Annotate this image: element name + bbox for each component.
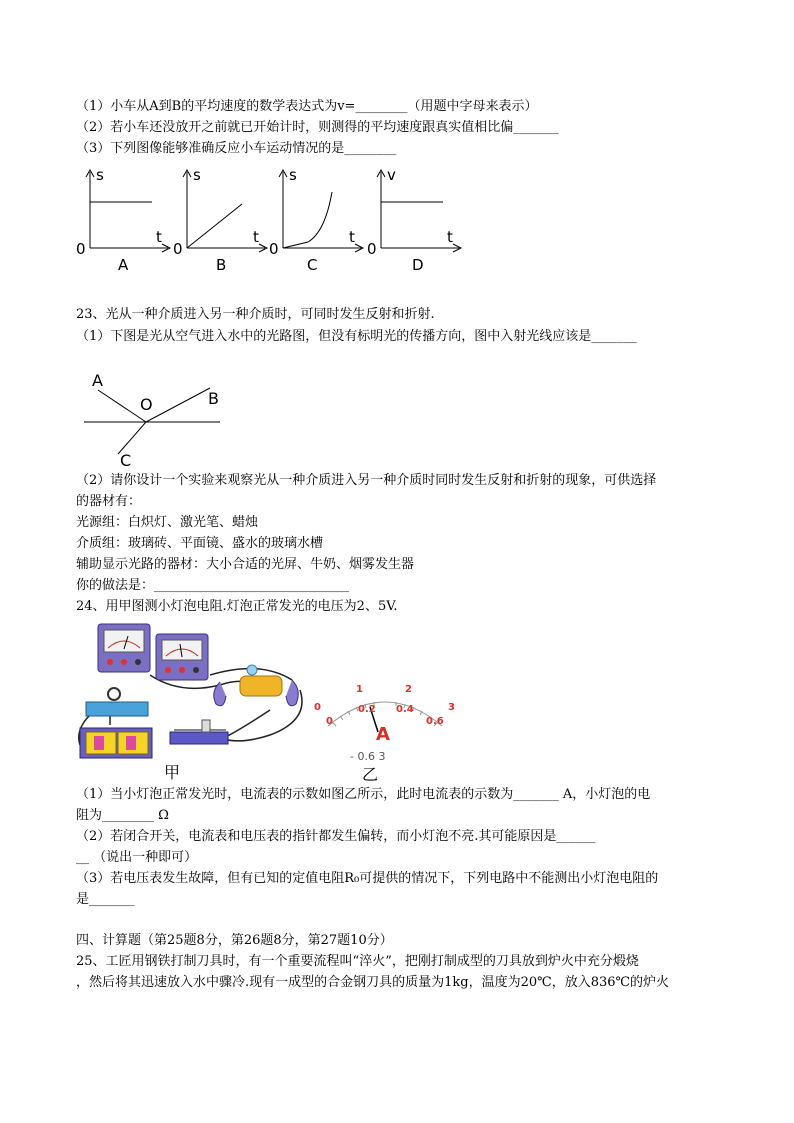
light-path-diagram (80, 360, 240, 470)
graph-c-caption: C (307, 256, 318, 274)
graph-c-ylabel: s (289, 166, 297, 184)
graph-b-caption: B (216, 256, 227, 274)
motion-graphs (70, 162, 470, 280)
rheostat (170, 720, 228, 744)
ray-label-a: A (92, 371, 103, 390)
figure-label-jia: 甲 (164, 763, 181, 782)
graph-d-ylabel: v (387, 166, 396, 184)
graph-b-ylabel: s (193, 166, 201, 184)
switch (86, 688, 148, 716)
graph-a-caption: A (118, 256, 129, 274)
ammeter-terminals: - 0.6 3 (350, 750, 386, 763)
q23-method: 你的做法是：______________________________ (76, 578, 350, 593)
scale-top-1: 1 (356, 684, 363, 695)
q25-line2: ，然后将其迅速放入水中骤冷.现有一成型的合金钢刀具的质量为1kg，温度为20℃，放入836℃的炉火 (76, 975, 670, 990)
circuit-figure-jia (70, 620, 320, 782)
ammeter-unit: A (376, 724, 390, 745)
q23-sub1: （1）下图是光从空气进入水中的光路图，但没有标明光的传播方向，图中入射光线应该是_______ (76, 329, 637, 344)
q22-sub2: （2）若小车还没放开之前就已开始计时，则测得的平均速度跟真实值相比偏_______ (76, 120, 559, 135)
q24-sub3-line1: （3）若电压表发生故障，但有已知的定值电阻R₀可提供的情况下，下列电路中不能测出小灯泡电阻的 (76, 871, 659, 886)
q25-line1: 25、工匠用钢铁打制刀具时，有一个重要流程叫“淬火”，把刚打制成型的刀具放到炉火中充分煅烧 (76, 954, 639, 969)
q24-sub2-line2: __ （说出一种即可） (76, 850, 198, 865)
graph-c-xlabel: t (349, 228, 355, 246)
graph-d-origin: 0 (367, 240, 377, 258)
ray-label-c: C (120, 451, 132, 470)
ray-label-o: O (140, 395, 153, 414)
graph-d-caption: D (412, 256, 424, 274)
q23-stem: 23、光从一种介质进入另一种介质时，可同时发生反射和折射. (76, 307, 435, 322)
graph-a-xlabel: t (156, 228, 162, 246)
ammeter-dial-yi (310, 680, 460, 782)
q24-sub3-line2: 是_______ (76, 892, 135, 907)
q24-sub1-line1: （1）当小灯泡正常发光时，电流表的示数如图乙所示，此时电流表的示数为_______ A，小灯泡的电 (76, 787, 651, 802)
battery-pack (80, 728, 152, 758)
ray-c (118, 422, 146, 454)
q23-sub2-line1: （2）请你设计一个实验来观察光从一种介质进入另一种介质时同时发生反射和折射的现象，可供选择 (76, 473, 657, 488)
scale-top-0: 0 (314, 702, 321, 713)
ray-a (98, 390, 146, 422)
q23-light-group: 光源组：白炽灯、激光笔、蜡烛 (76, 515, 259, 530)
scale-bottom-0: 0 (326, 716, 333, 727)
q22-sub1: （1）小车从A到B的平均速度的数学表达式为v=________（用题中字母来表示） (76, 99, 538, 114)
ammeter (156, 634, 208, 680)
q22-sub3: （3）下列图像能够准确反应小车运动情况的是________ (76, 141, 397, 156)
voltmeter (98, 624, 150, 672)
ray-label-b: B (208, 389, 219, 408)
q24-sub1-line2: 阻为________ Ω (76, 808, 169, 823)
q23-medium-group: 介质组：玻璃砖、平面镜、盛水的玻璃水槽 (76, 536, 324, 551)
scale-top-2: 2 (405, 684, 412, 695)
graph-c-origin: 0 (269, 240, 279, 258)
section4-heading: 四、计算题（第25题8分，第26题8分，第27题10分） (76, 933, 393, 948)
q24-sub2-line1: （2）若闭合开关，电流表和电压表的指针都发生偏转，而小灯泡不亮.其可能原因是______ (76, 829, 596, 844)
scale-bottom-2: 0.4 (396, 704, 414, 715)
ray-b (146, 388, 210, 422)
q23-sub2-line2: 的器材有： (76, 494, 142, 509)
graph-a-ylabel: s (96, 166, 104, 184)
scale-bottom-1: 0.2 (358, 704, 376, 715)
scale-top-3: 3 (448, 702, 455, 713)
graph-b-origin: 0 (173, 240, 183, 258)
q23-aux-group: 辅助显示光路的器材：大小合适的光屏、牛奶、烟雾发生器 (76, 557, 415, 572)
scale-bottom-3: 0.6 (426, 716, 444, 727)
graph-d-xlabel: t (447, 228, 453, 246)
figure-label-yi: 乙 (362, 765, 379, 782)
graph-b-xlabel: t (253, 228, 259, 246)
graph-a-origin: 0 (76, 240, 86, 258)
q24-stem: 24、用甲图测小灯泡电阻.灯泡正常发光的电压为2、5V. (76, 599, 398, 614)
